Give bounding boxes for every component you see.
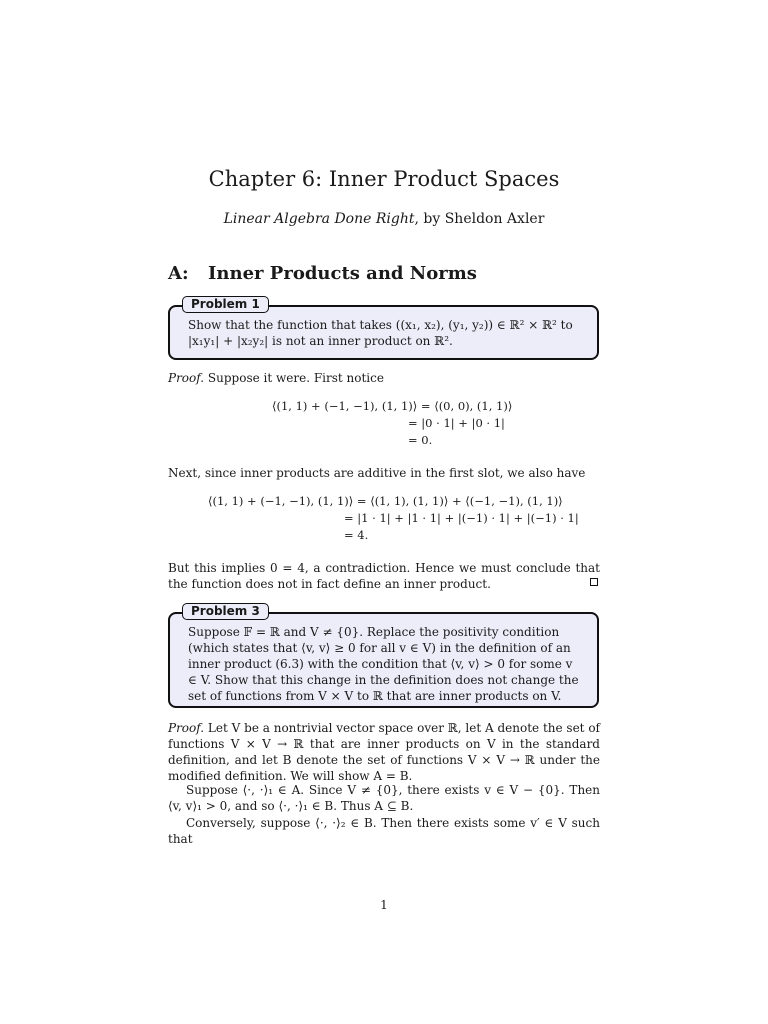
proof-1-intro-text: Suppose it were. First notice	[204, 371, 384, 385]
proof-1-intro	[168, 370, 600, 386]
proof-3-para-1	[168, 720, 600, 784]
problem-1-box	[168, 297, 599, 360]
section-heading	[168, 263, 477, 284]
equation-2	[208, 493, 579, 544]
proof-3-para-1-text: Let V be a nontrivial vector space over ℝ, let A denote the set of functions V × V → ℝ that are inner products on V in the standard definition, and let B denote the set of functions V × V → ℝ under the modified definition. We will show A = B.	[168, 721, 600, 783]
proof-word: Proof.	[168, 371, 205, 385]
proof-3-para-2	[168, 782, 600, 814]
equation-2-line: = |1 · 1| + |1 · 1| + |(−1) · 1| + |(−1) · 1|	[344, 511, 579, 525]
problem-3-label: Problem 3	[182, 603, 269, 620]
proof-3-para-2-text: Suppose ⟨·, ·⟩₁ ∈ A. Since V ≠ {0}, there exists v ∈ V − {0}. Then ⟨v, v⟩₁ > 0, and so ⟨·, ·⟩₁ ∈ B. Thus A ⊆ B.	[168, 783, 600, 813]
problem-3-text: Suppose 𝔽 = ℝ and V ≠ {0}. Replace the positivity condition (which states that ⟨v, v⟩ ≥ 0 for all v ∈ V) in the definition of an inner product (6.3) with the condition that ⟨v, v⟩ > 0 for some v ∈ V. Show that this change in the definition does not change the set of functions from V × V to ℝ that are inner products on V.	[188, 625, 579, 703]
problem-1-text: Show that the function that takes ((x₁, x₂), (y₁, y₂)) ∈ ℝ² × ℝ² to |x₁y₁| + |x₂y₂| is not an inner product on ℝ².	[188, 318, 573, 348]
problem-3-box	[168, 604, 599, 708]
section-name: Inner Products and Norms	[208, 263, 477, 284]
equation-1	[272, 398, 512, 449]
proof-3-para-3-text: Conversely, suppose ⟨·, ·⟩₂ ∈ B. Then there exists some v′ ∈ V such that	[168, 816, 600, 846]
page-number: 1	[380, 898, 388, 912]
equation-2-lhs: ⟨(1, 1) + (−1, −1), (1, 1)⟩	[208, 494, 354, 508]
page-title: Chapter 6: Inner Product Spaces	[208, 167, 560, 191]
equation-2-line: = ⟨(1, 1), (1, 1)⟩ + ⟨(−1, −1), (1, 1)⟩	[356, 494, 563, 508]
problem-1-label: Problem 1	[182, 296, 269, 313]
qed-square	[590, 578, 598, 586]
equation-1-line: = 0.	[408, 433, 433, 447]
proof-1-middle: Next, since inner products are additive in the first slot, we also have	[168, 466, 586, 480]
equation-2-line: = 4.	[344, 528, 369, 542]
proof-word: Proof.	[168, 721, 205, 735]
equation-1-line: = ⟨(0, 0), (1, 1)⟩	[420, 399, 513, 413]
proof-3-para-3	[168, 815, 600, 847]
subtitle	[0, 211, 768, 227]
equation-1-lhs: ⟨(1, 1) + (−1, −1), (1, 1)⟩	[272, 399, 418, 413]
section-letter: A:	[168, 263, 189, 284]
proof-1-conclusion: But this implies 0 = 4, a contradiction. Hence we must conclude that the function does not in fact define an inner product.	[168, 561, 600, 591]
equation-1-line: = |0 · 1| + |0 · 1|	[408, 416, 505, 430]
byline: , by Sheldon Axler	[414, 211, 545, 227]
book-title: Linear Algebra Done Right	[223, 211, 415, 227]
